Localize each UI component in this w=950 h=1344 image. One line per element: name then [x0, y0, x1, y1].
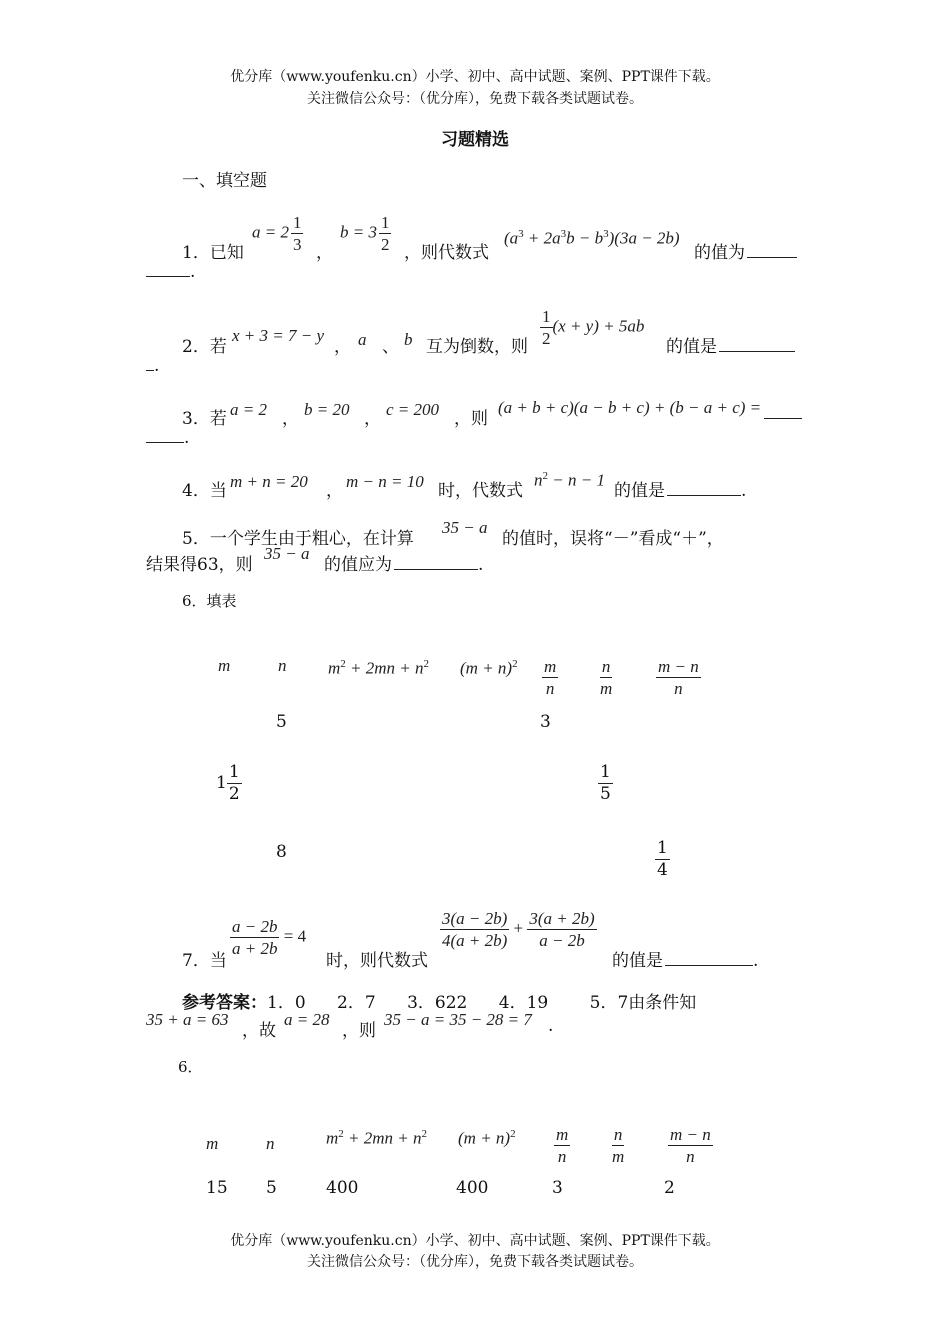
col-square: $(m + n)^2$	[460, 658, 518, 678]
q3-comma-1: ，	[282, 409, 299, 429]
page-title: 习题精选	[441, 130, 509, 150]
q4-prefix: 4．当	[182, 481, 227, 501]
answer-1: 1．0	[267, 993, 306, 1013]
q7-middle: 时，则代数式	[326, 951, 428, 971]
answer-5: 5．7由条件知	[589, 993, 697, 1013]
answer-5-eq2: a = 28	[284, 1010, 330, 1029]
ans-diff-over-n: 2	[664, 1178, 675, 1198]
q2-blank-end: .	[146, 356, 159, 376]
col-n-over-m: $\frac{n}{m}$	[600, 657, 613, 698]
q3-b-value: b = 20	[304, 400, 350, 419]
answer-5-eq1: 35 + a = 63	[146, 1010, 229, 1029]
col-n: n	[278, 656, 287, 675]
q5-suffix: 的值应为 .	[324, 555, 484, 575]
col-m: m	[218, 656, 231, 675]
q3-then: ，则	[454, 409, 488, 429]
q3-blank-end: .	[146, 428, 189, 448]
q3-a-value: a = 2	[230, 400, 267, 419]
q4-sum: m + n = 20	[230, 472, 308, 491]
answer-3: 3．622	[407, 993, 468, 1013]
q7-prefix: 7．当	[182, 951, 227, 971]
col-square-expansion: $m^2 + 2mn + n^2$	[328, 658, 430, 678]
ans-square-expansion: 400	[326, 1178, 359, 1198]
q1-prefix: 1．已知	[182, 243, 244, 263]
q5-line2: 结果得63，则	[146, 555, 253, 575]
q1-blank-end: .	[146, 262, 195, 282]
q4-diff: m − n = 10	[346, 472, 424, 491]
header-line-2: 关注微信公众号：（优分库），免费下载各类试题试卷。	[307, 91, 643, 107]
q6-answer-label: 6．	[178, 1058, 203, 1076]
q7-condition: $\frac{a - 2b}{a + 2b}$ = 4	[232, 917, 307, 958]
q2-var-a: a	[358, 330, 367, 349]
row1-m-over-n: 3	[540, 712, 551, 732]
q1-b-value: b = 3 $\frac{1}{2}$	[340, 213, 390, 254]
footer-line-1: 优分库（www.youfenku.cn）小学、初中、高中试题、案例、PPT课件下载。	[230, 1233, 720, 1249]
q2-var-b: b	[404, 330, 413, 349]
row2-m: 1 $\frac{1}{2}$	[216, 762, 240, 804]
col-diff-over-n: $\frac{m - n}{n}$	[658, 657, 699, 698]
ans-col-square: $(m + n)^2$	[458, 1128, 516, 1148]
q4-comma: ，	[326, 481, 343, 501]
q5-prefix: 5．一个学生由于粗心，在计算	[182, 529, 414, 549]
ans-m-over-n: 3	[552, 1178, 563, 1198]
ans-col-square-expansion: $m^2 + 2mn + n^2$	[326, 1128, 428, 1148]
q2-reciprocal: 互为倒数，则	[426, 337, 528, 357]
footer-line-2: 关注微信公众号：（优分库），免费下载各类试题试卷。	[307, 1254, 643, 1270]
col-m-over-n: $\frac{m}{n}$	[544, 657, 557, 698]
q2-and: 、	[382, 337, 399, 357]
q4-suffix: 的值是 .	[614, 481, 747, 501]
answer-2: 2．7	[337, 993, 376, 1013]
answer-5-so: ，故	[242, 1021, 276, 1041]
answer-5-end: .	[548, 1016, 554, 1036]
ans-n: 5	[266, 1178, 277, 1198]
q1-suffix: 的值为	[694, 238, 797, 263]
ans-col-n-over-m: $\frac{n}{m}$	[612, 1125, 625, 1166]
q2-comma: ，	[334, 337, 351, 357]
q5-middle: 的值时，误将“－”看成“＋”，	[502, 529, 724, 549]
q6-label: 6．填表	[182, 592, 237, 610]
q3-prefix: 3．若	[182, 409, 227, 429]
q2-expression: $\frac{1}{2}$ (x + y) + 5ab	[542, 307, 645, 348]
answer-5-eq3: 35 − a = 35 − 28 = 7	[384, 1010, 532, 1029]
q2-prefix: 2．若	[182, 337, 227, 357]
row3-diff-over-n: $\frac{1}{4}$	[657, 838, 668, 880]
q4-middle: 时，代数式	[438, 481, 523, 501]
ans-col-m: m	[206, 1134, 219, 1153]
q7-expression: $\frac{3(a - 2b)}{4(a + 2b)}$ + $\frac{3(a + 2b)}{a - 2b}$	[442, 909, 595, 950]
q3-expression: (a + b + c)(a − b + c) + (b − a + c) =	[498, 398, 762, 417]
q1-comma: ，	[316, 243, 333, 263]
row1-n: 5	[276, 712, 287, 732]
ans-col-m-over-n: $\frac{m}{n}$	[556, 1125, 569, 1166]
q4-expression: $n^2 - n - 1$	[534, 470, 605, 490]
q7-suffix: 的值是 .	[612, 951, 759, 971]
q2-equation: x + 3 = 7 − y	[232, 326, 325, 345]
q1-a-value: a = 2 $\frac{1}{3}$	[252, 213, 302, 254]
fill-table	[0, 640, 950, 890]
row2-n-over-m: $\frac{1}{5}$	[600, 762, 611, 804]
q3-comma-2: ，	[364, 409, 381, 429]
ans-m: 15	[206, 1178, 228, 1198]
row3-n: 8	[276, 842, 287, 862]
header-line-1: 优分库（www.youfenku.cn）小学、初中、高中试题、案例、PPT课件下载。	[230, 69, 720, 85]
q1-then: ，则代数式	[404, 243, 489, 263]
answer-table	[0, 1112, 950, 1202]
q5-expression: 35 − a	[442, 518, 488, 537]
q3-c-value: c = 200	[386, 400, 440, 419]
section-heading: 一、填空题	[182, 171, 267, 191]
q5-expression-2: 35 − a	[264, 544, 310, 563]
answer-4: 4．19	[498, 993, 549, 1013]
answers-label: 参考答案：	[182, 993, 267, 1013]
ans-square: 400	[456, 1178, 489, 1198]
ans-col-diff-over-n: $\frac{m - n}{n}$	[670, 1125, 711, 1166]
q2-suffix: 的值是	[666, 332, 795, 357]
q3-blank	[764, 404, 802, 424]
q1-expression: $(a^3 + 2a^3b - b^3)(3a - 2b)$	[504, 228, 680, 248]
ans-col-n: n	[266, 1134, 275, 1153]
answer-5-then: ，则	[342, 1021, 376, 1041]
